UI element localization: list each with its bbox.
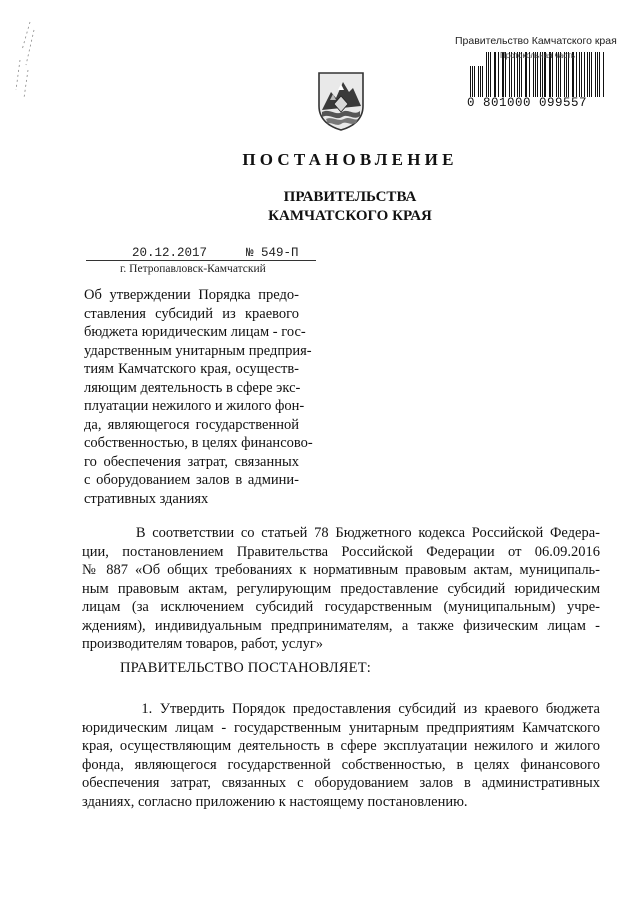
text-line: края, осуществляющим деятельность в сфере эксплуатации нежилого и жилого: [82, 738, 600, 754]
text-line: го обеспечения затрат, связанных: [84, 453, 299, 470]
barcode-bar: [595, 52, 596, 97]
text-line: ным правовым актам, регулирующим предоставление субсидий юридическим: [82, 580, 600, 597]
barcode-bar: [603, 52, 604, 97]
text-line: обеспечения затрат, связанных с оборудованием залов в административных: [82, 775, 600, 791]
text-line: да, являющегося государственной: [84, 416, 299, 433]
text-line: тиям Камчатского края, осуществ-: [84, 361, 299, 377]
item-1-paragraph: [82, 700, 600, 811]
text-line: бюджета юридическим лицам - гос-: [84, 324, 306, 340]
barcode-bar: [581, 52, 582, 97]
text-line: Об утверждении Порядка предо-: [84, 287, 299, 303]
text-line: зданиях, согласно приложению к настоящему постановлению.: [82, 793, 468, 810]
barcode-bar: [470, 66, 471, 98]
issuer-line: КАМЧАТСКОГО КРАЯ: [268, 208, 432, 224]
barcode-bar: [478, 66, 479, 98]
barcode-bar: [490, 52, 491, 97]
scan-artifact-marks: [8, 20, 38, 100]
date-number-line: [86, 246, 316, 261]
text-line: ляющим деятельность в сфере экс-: [84, 379, 301, 396]
barcode-bar: [599, 52, 600, 97]
resolves-heading: ПРАВИТЕЛЬСТВО ПОСТАНОВЛЯЕТ:: [120, 660, 372, 676]
document-number: № 549-П: [246, 246, 299, 260]
text-line: плуатации нежилого и жилого фон-: [84, 398, 305, 414]
document-date: 20.12.2017: [132, 246, 208, 260]
text-line: юридическим лицам - государственным унитарным предприятиям Камчатского: [82, 719, 600, 736]
barcode-bar: [587, 52, 588, 97]
text-line: с оборудованием залов в админи-: [84, 472, 299, 488]
issuer-line: ПРАВИТЕЛЬСТВА: [283, 189, 417, 205]
barcode-bar: [482, 66, 483, 98]
barcode-bar: [498, 52, 499, 97]
text-line: собственностью, в целях финансово-: [84, 435, 313, 451]
text-line: фонда, являющегося государственной собственностью, в целях финансового: [82, 756, 600, 773]
text-line: ции, постановлением Правительства Российской Федерации от 06.09.2016: [82, 543, 600, 560]
preamble-paragraph: [82, 524, 600, 654]
coat-of-arms-icon: [316, 70, 366, 132]
stamp-org: Правительство Камчатского края: [455, 35, 617, 47]
text-line: ставления субсидий из краевого: [84, 305, 299, 322]
text-line: В соответствии со статьей 78 Бюджетного кодекса Российской Федера-: [82, 525, 600, 541]
text-line: 1. Утвердить Порядок предоставления субсидий из краевого бюджета: [82, 701, 600, 717]
document-city: г. Петропавловск-Камчатский: [120, 263, 266, 275]
text-line: лицам (за исключением субсидий государственным (муниципальным) учре-: [82, 599, 600, 615]
barcode-bar: [486, 52, 487, 97]
barcode-number: 0 801000 099557: [467, 96, 588, 110]
document-issuer: [30, 188, 640, 226]
text-line: производителям товаров, работ, услуг»: [82, 636, 324, 652]
text-line: № 887 «Об общих требованиях к нормативным правовым актам, муниципаль-: [82, 562, 600, 578]
document-title: ПОСТАНОВЛЕНИЕ: [242, 150, 458, 169]
text-line: ждениям), индивидуальным предпринимателям, а также физическим лицам -: [82, 617, 600, 634]
barcode-bar: [576, 52, 577, 97]
text-line: стративных зданиях: [84, 490, 209, 507]
stamp-dept: Протокольная часть: [500, 51, 576, 60]
document-subject: [84, 286, 313, 508]
text-line: ударственным унитарным предприя-: [84, 342, 312, 359]
